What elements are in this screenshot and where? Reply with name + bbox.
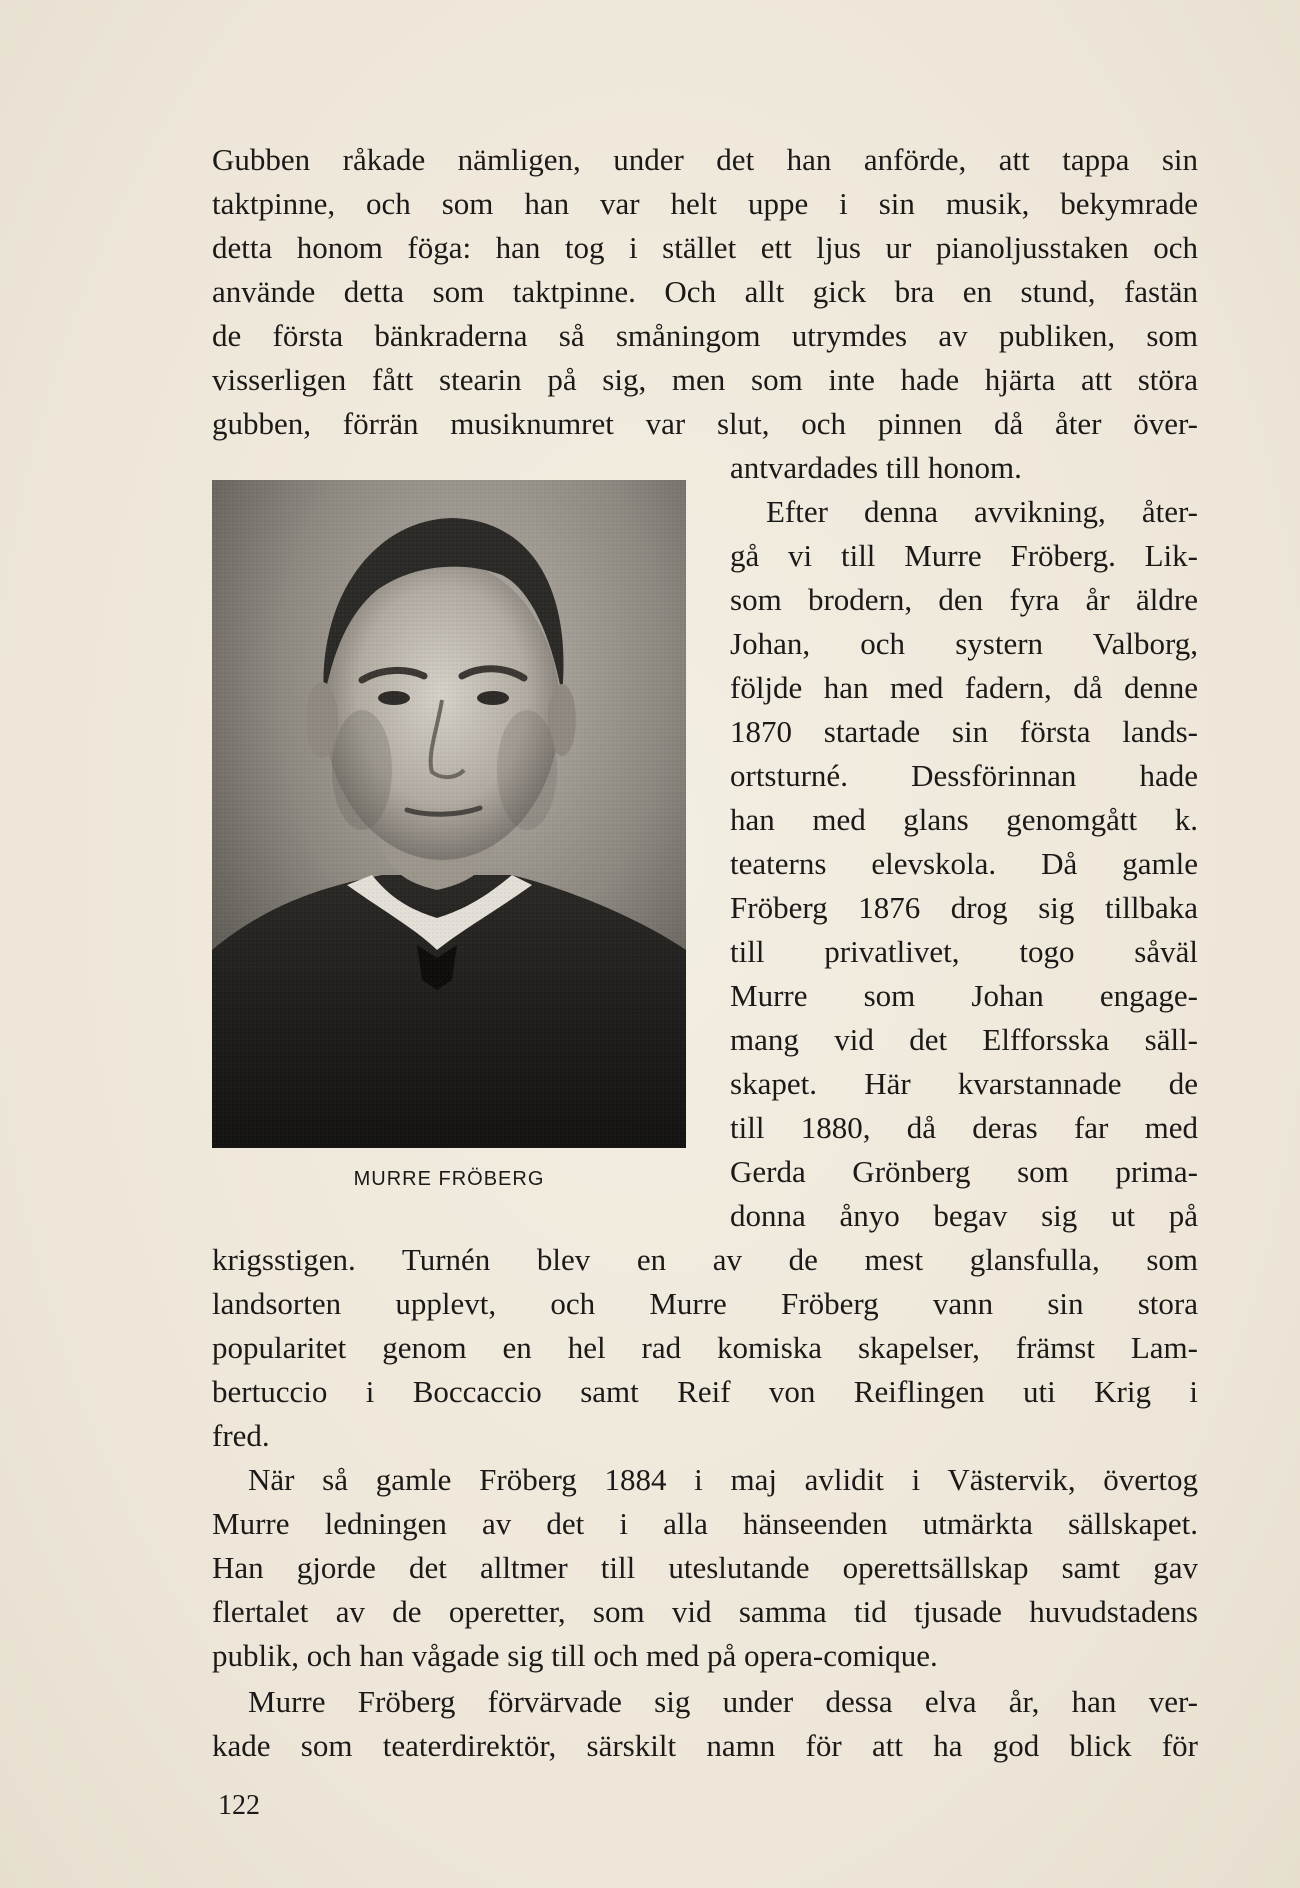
text-line: de första bänkraderna så småningom utrymdes av publiken, som [212, 318, 1198, 353]
text-line: ortsturné. Dessförinnan hade [730, 758, 1198, 793]
text-line: använde detta som taktpinne. Och allt gick bra en stund, fastän [212, 274, 1198, 309]
text-line: detta honom föga: han tog i stället ett ljus ur pianoljusstaken och [212, 230, 1198, 265]
text-line: mang vid det Elfforsska säll- [730, 1022, 1198, 1057]
text-line: När så gamle Fröberg 1884 i maj avlidit i Västervik, övertog [248, 1462, 1198, 1497]
text-line: landsorten upplevt, och Murre Fröberg vann sin stora [212, 1286, 1198, 1321]
text-line: fred. [212, 1418, 270, 1453]
text-line: Han gjorde det alltmer till uteslutande operettsällskap samt gav [212, 1550, 1198, 1585]
text-line: Gerda Grönberg som prima- [730, 1154, 1198, 1189]
text-line: gå vi till Murre Fröberg. Lik- [730, 538, 1198, 573]
text-line: till privatlivet, togo såväl [730, 934, 1198, 969]
text-line: Gubben råkade nämligen, under det han anförde, att tappa sin [212, 142, 1198, 177]
text-line: följde han med fadern, då denne [730, 670, 1198, 705]
text-line: 1870 startade sin första lands- [730, 714, 1198, 749]
text-line: antvardades till honom. [730, 450, 1022, 485]
text-line: flertalet av de operetter, som vid samma tid tjusade huvudstadens [212, 1594, 1198, 1629]
text-line: som brodern, den fyra år äldre [730, 582, 1198, 617]
text-line: gubben, förrän musiknumret var slut, och pinnen då åter över- [212, 406, 1198, 441]
text-line: Murre Fröberg förvärvade sig under dessa elva år, han ver- [248, 1684, 1198, 1719]
text-line: Fröberg 1876 drog sig tillbaka [730, 890, 1198, 925]
text-line: Johan, och systern Valborg, [730, 626, 1198, 661]
text-line: Murre ledningen av det i alla hänseenden utmärkta sällskapet. [212, 1506, 1198, 1541]
text-line: popularitet genom en hel rad komiska skapelser, främst Lam- [212, 1330, 1198, 1365]
text-line: visserligen fått stearin på sig, men som inte hade hjärta att störa [212, 362, 1198, 397]
text-line: publik, och han vågade sig till och med på opera-comique. [212, 1638, 938, 1673]
photo-caption: MURRE FRÖBERG [353, 1168, 545, 1190]
page-number: 122 [218, 1790, 260, 1821]
text-line: skapet. Här kvarstannade de [730, 1066, 1198, 1101]
text-line: Efter denna avvikning, åter- [766, 494, 1198, 529]
text-line: donna ånyo begav sig ut på [730, 1198, 1198, 1233]
text-line: bertuccio i Boccaccio samt Reif von Reiflingen uti Krig i [212, 1374, 1198, 1409]
portrait-photo [212, 480, 686, 1148]
text-line: taktpinne, och som han var helt uppe i sin musik, bekymrade [212, 186, 1198, 221]
text-line: teaterns elevskola. Då gamle [730, 846, 1198, 881]
text-line: krigsstigen. Turnén blev en av de mest glansfulla, som [212, 1242, 1198, 1277]
text-line: kade som teaterdirektör, särskilt namn för att ha god blick för [212, 1728, 1198, 1763]
text-line: han med glans genomgått k. [730, 802, 1198, 837]
text-line: till 1880, då deras far med [730, 1110, 1198, 1145]
text-line: Murre som Johan engage- [730, 978, 1198, 1013]
